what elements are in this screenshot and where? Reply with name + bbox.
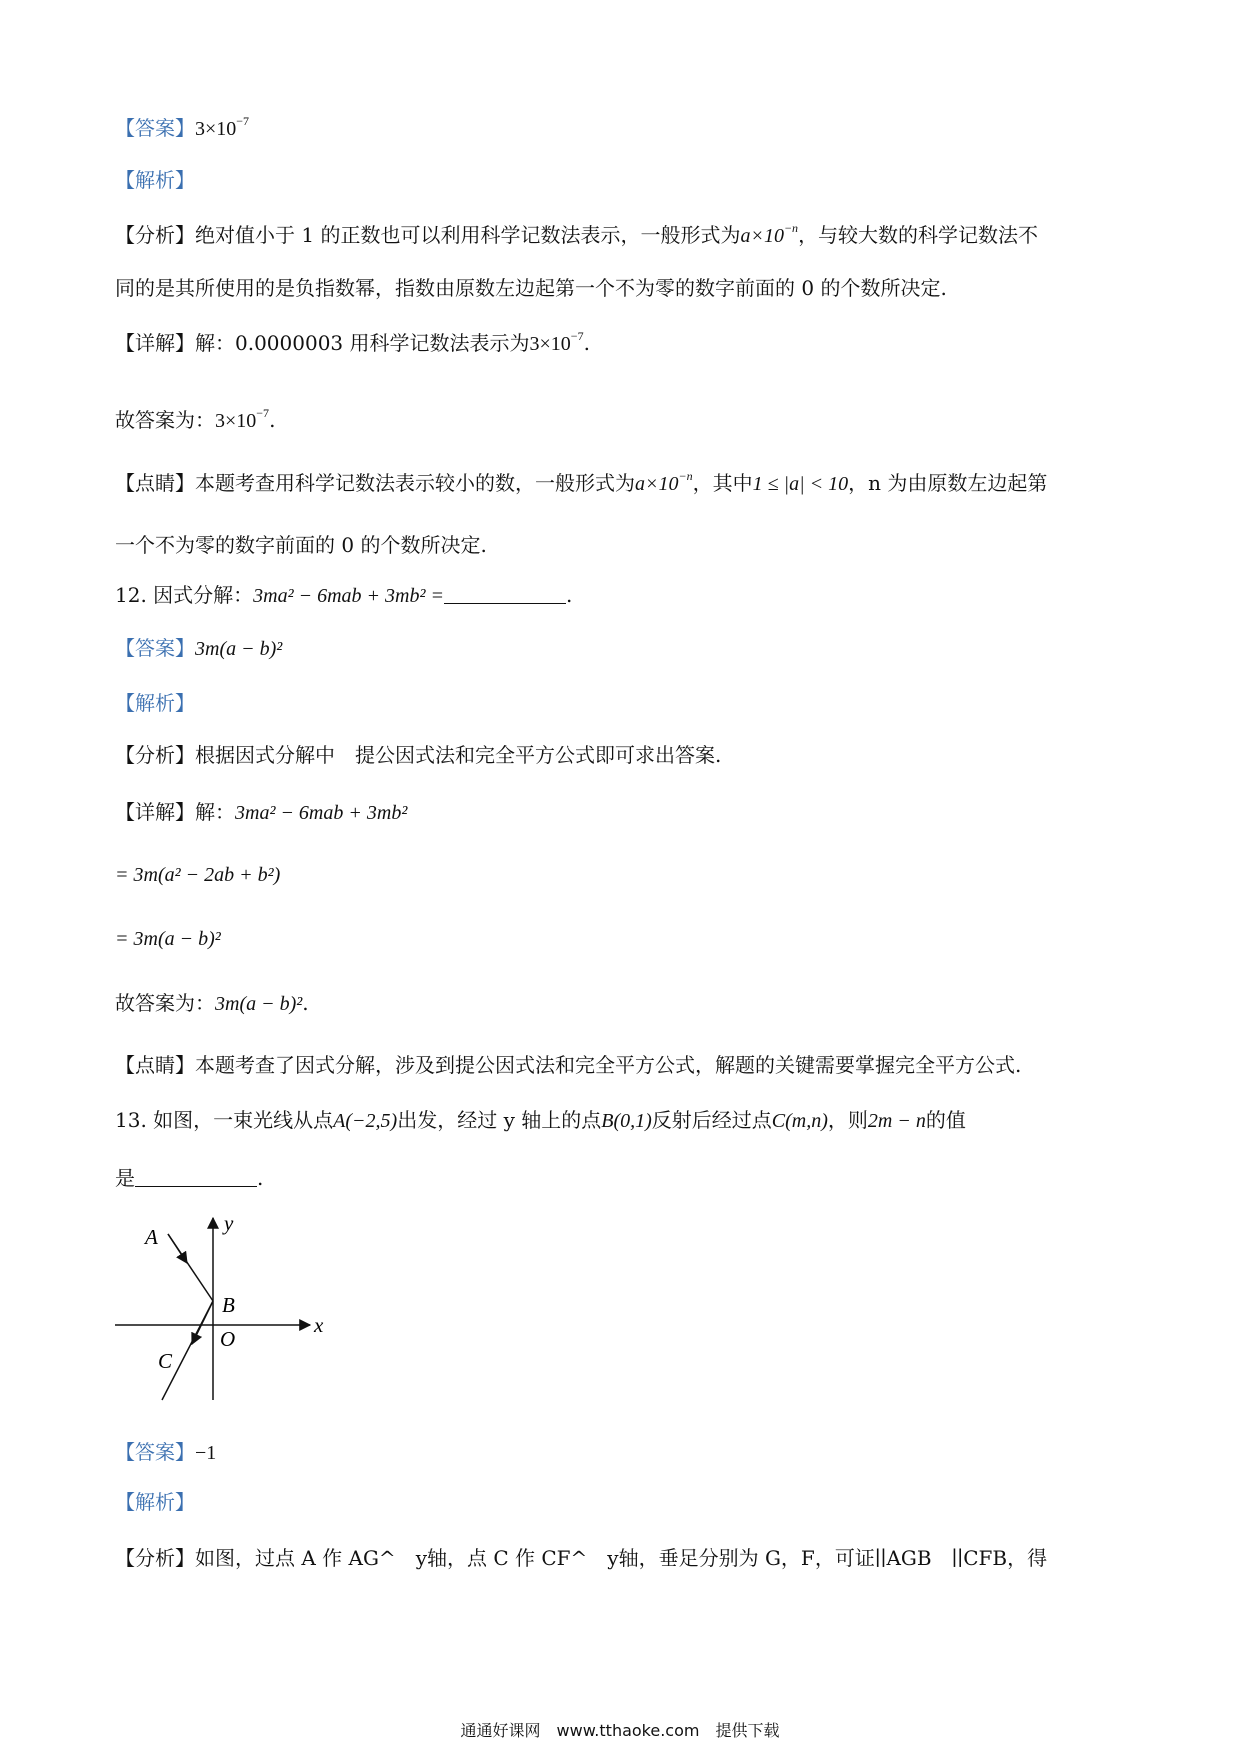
q12-step2: = 3m(a − b)² — [115, 928, 221, 950]
q12-answer-line — [115, 633, 282, 664]
fenxi-text: 根据因式分解中 提公因式法和完全平方公式即可求出答案. — [195, 743, 722, 767]
q11-dianjing-line2: 一个不为零的数字前面的 0 的个数所决定. — [115, 533, 487, 557]
question-end: . — [565, 583, 573, 607]
label-o: O — [220, 1327, 236, 1351]
point-b: B(0,1) — [601, 1110, 652, 1132]
question-text-e: 的值 — [925, 1108, 966, 1132]
gu-end: . — [302, 991, 309, 1015]
xiangjie-value: 3×10 — [529, 333, 571, 355]
question-text-b: 出发，经过 y 轴上的点 — [397, 1108, 602, 1132]
q12-gu-line — [115, 988, 309, 1019]
label-b: B — [222, 1293, 235, 1317]
dianjing-tag: 【点睛】 — [115, 1053, 195, 1077]
dianjing-text: 本题考查了因式分解，涉及到提公因式法和完全平方公式，解题的关键需要掌握完全平方公式. — [195, 1053, 1022, 1077]
label-c: C — [158, 1349, 173, 1373]
answer-value: −1 — [195, 1442, 217, 1464]
gu-text: 故答案为： — [115, 991, 215, 1015]
q12-xiangjie-line — [115, 797, 407, 828]
gu-value: 3×10 — [215, 410, 257, 432]
xiangjie-expression: 3ma² − 6mab + 3mb² — [235, 802, 408, 824]
incident-arrow — [168, 1234, 187, 1263]
answer-value: 3×10 — [195, 118, 237, 140]
xiangjie-tag: 【详解】 — [115, 800, 195, 824]
answer-exponent: −7 — [236, 114, 250, 128]
reflected-arrow — [192, 1301, 213, 1344]
xiangjie-exponent: −7 — [570, 329, 584, 343]
target-expression: 2m − n — [867, 1110, 926, 1132]
gu-text: 故答案为： — [115, 408, 215, 432]
q11-dianjing-line1 — [115, 468, 1047, 499]
gu-exponent: −7 — [256, 406, 270, 420]
fenxi-text-2: ，与较大数的科学记数法不 — [798, 223, 1039, 247]
fenxi-tag: 【分析】 — [115, 223, 195, 247]
question-text-line2: 是 — [115, 1166, 135, 1190]
answer-tag: 【答案】 — [115, 1440, 195, 1464]
xiangjie-tag: 【详解】 — [115, 331, 195, 355]
fenxi-tag: 【分析】 — [115, 1546, 195, 1570]
question-prefix: 12. 因式分解： — [115, 583, 254, 607]
answer-blank[interactable] — [135, 1166, 257, 1187]
q11-fenxi-line1 — [115, 220, 1038, 251]
xiangjie-text: 解： — [195, 800, 235, 824]
label-y: y — [224, 1211, 234, 1235]
question-text-d: ，则 — [827, 1108, 868, 1132]
q12-analysis-tag: 【解析】 — [115, 691, 195, 715]
question-end: . — [257, 1166, 264, 1190]
xiangjie-text: 解：0.0000003 用科学记数法表示为 — [195, 331, 530, 355]
q13-analysis-tag: 【解析】 — [115, 1490, 195, 1514]
dianjing-text-3: ，n 为由原数左边起第 — [848, 471, 1048, 495]
q13-question-line2 — [115, 1163, 263, 1193]
dianjing-text: 本题考查用科学记数法表示较小的数，一般形式为 — [195, 471, 635, 495]
q11-xiangjie-line — [115, 328, 590, 359]
label-x: x — [314, 1313, 324, 1337]
question-expression: 3ma² − 6mab + 3mb² = — [253, 585, 444, 607]
dianjing-formula: a×10 — [635, 473, 679, 495]
q11-gu-line — [115, 405, 275, 436]
q11-answer-line — [115, 113, 249, 144]
label-a: A — [145, 1225, 158, 1249]
answer-tag: 【答案】 — [115, 116, 195, 140]
dianjing-tag: 【点睛】 — [115, 471, 195, 495]
dianjing-formula-exponent: −n — [678, 469, 693, 483]
fenxi-tag: 【分析】 — [115, 743, 195, 767]
fenxi-text: 如图，过点 A 作 AG^ y轴，点 C 作 CF^ y轴，垂足分别为 G，F，可证∣∣AGB ∣∣CFB，得 — [195, 1546, 1048, 1570]
xiangjie-end: . — [583, 331, 590, 355]
question-text-a: 13. 如图，一束光线从点 — [115, 1108, 334, 1132]
fenxi-formula: a×10 — [740, 225, 784, 247]
answer-value: 3m(a − b)² — [195, 638, 283, 660]
q13-fenxi-line — [115, 1543, 1047, 1573]
gu-end: . — [269, 408, 276, 432]
q12-question — [115, 580, 572, 611]
dianjing-range: 1 ≤ |a| < 10 — [752, 473, 849, 495]
fenxi-formula-exponent: −n — [783, 221, 799, 235]
answer-blank[interactable] — [444, 583, 566, 604]
q12-step1: = 3m(a² − 2ab + b²) — [115, 864, 281, 886]
q13-question-line1 — [115, 1105, 966, 1136]
q12-dianjing-line — [115, 1050, 1021, 1080]
point-c: C(m,n) — [771, 1110, 828, 1132]
q12-fenxi-line — [115, 740, 721, 770]
answer-tag: 【答案】 — [115, 636, 195, 660]
point-a: A(−2,5) — [333, 1110, 398, 1132]
gu-value: 3m(a − b)² — [215, 993, 303, 1015]
page-footer: 通通好课网 www.tthaoke.com 提供下载 — [460, 1721, 780, 1740]
q11-analysis-tag: 【解析】 — [115, 168, 195, 192]
fenxi-text: 绝对值小于 1 的正数也可以利用科学记数法表示，一般形式为 — [195, 223, 741, 247]
q11-fenxi-line2: 同的是其所使用的是负指数幂，指数由原数左边起第一个不为零的数字前面的 0 的个数所决定. — [115, 276, 947, 300]
reflection-figure — [110, 1208, 330, 1408]
q13-answer-line — [115, 1437, 216, 1468]
question-text-c: 反射后经过点 — [651, 1108, 772, 1132]
dianjing-text-2: ，其中 — [692, 471, 753, 495]
